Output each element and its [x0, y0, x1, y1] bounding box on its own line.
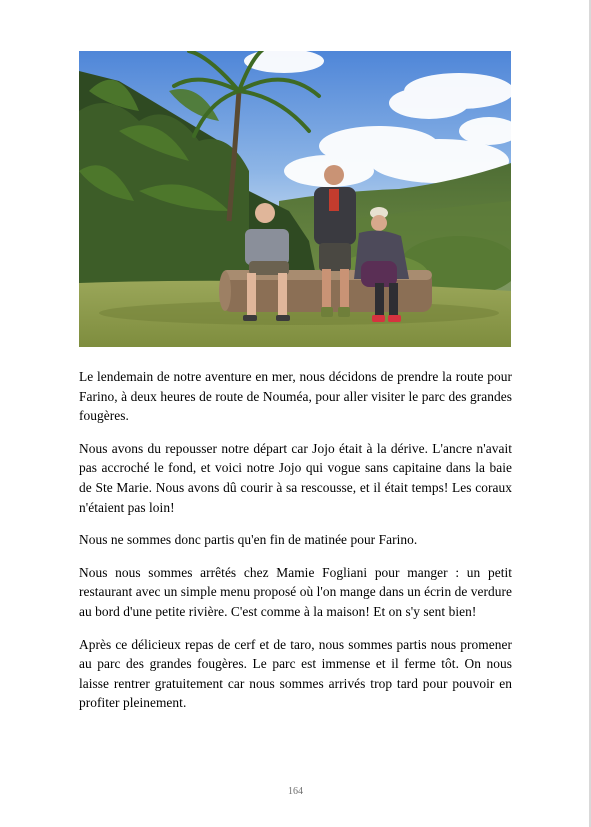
paragraph-5: Après ce délicieux repas de cerf et de taro, nous sommes partis nous promener au parc des grandes fougères. Le parc est immense et il ferme tôt. On nous laisse rentrer gratuitement car nous sommes arrivés trop tard pour pouvoir en profiter pleinement.: [79, 636, 512, 711]
body-text: [79, 367, 512, 726]
photo-three-people-on-log: [79, 51, 511, 347]
paragraph-2: Nous avons du repousser notre départ car Jojo était à la dérive. L'ancre n'avait pas accroché le fond, et voici notre Jojo qui vogue sans capitaine dans la baie de Ste Marie. Nous avons dû courir à sa rescousse, et il était temps! Les coraux n'étaient pas loin!: [79, 440, 512, 515]
page-number: 164: [288, 786, 303, 797]
paragraph-1: Le lendemain de notre aventure en mer, nous décidons de prendre la route pour Farino, à deux heures de route de Nouméa, pour aller visiter le parc des grandes fougères.: [79, 369, 512, 424]
paragraph-4: Nous nous sommes arrêtés chez Mamie Fogliani pour manger : un petit restaurant avec un simple menu proposé où l'on mange dans un écrin de verdure au bord d'une petite rivière. C'est comme à la maison! Et on s'y sent bien!: [79, 564, 512, 619]
paragraph-3: Nous ne sommes donc partis qu'en fin de matinée pour Farino.: [79, 532, 418, 548]
